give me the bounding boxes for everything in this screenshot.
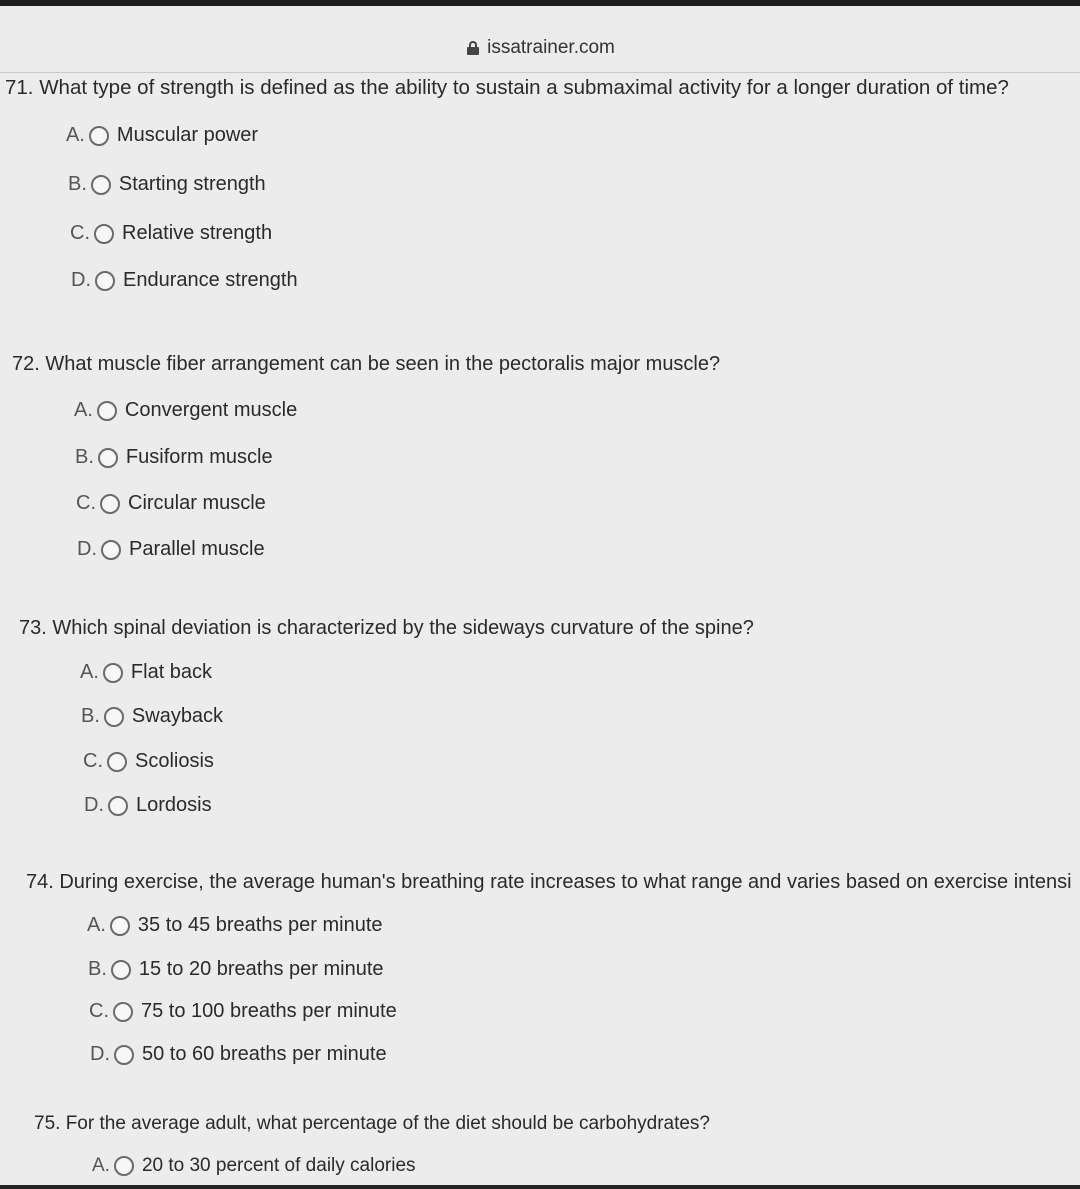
- option-letter: A.: [66, 124, 85, 146]
- radio-button[interactable]: [110, 916, 130, 936]
- radio-button[interactable]: [100, 494, 120, 514]
- option-letter: B.: [75, 446, 94, 468]
- option-letter: A.: [92, 1155, 110, 1176]
- screen-bottom-bezel: [0, 1185, 1080, 1189]
- option-74-b[interactable]: [88, 958, 384, 981]
- option-73-c[interactable]: [83, 750, 214, 773]
- option-label: 50 to 60 breaths per minute: [142, 1043, 387, 1065]
- option-71-d[interactable]: [71, 269, 298, 292]
- question-text: 71. What type of strength is defined as the ability to sustain a submaximal activity for a longer duration of time?: [5, 76, 1009, 99]
- option-label: Starting strength: [118, 173, 266, 195]
- question-text: 73. Which spinal deviation is characterized by the sideways curvature of the spine?: [19, 617, 754, 639]
- radio-button[interactable]: [91, 175, 111, 195]
- option-74-d[interactable]: [90, 1043, 387, 1066]
- radio-button[interactable]: [101, 540, 121, 560]
- option-72-b[interactable]: [75, 446, 273, 469]
- question-75: [34, 1113, 710, 1135]
- option-label: 35 to 45 breaths per minute: [137, 914, 383, 936]
- question-74: [26, 871, 1072, 894]
- option-letter: D.: [90, 1043, 110, 1065]
- option-label: Parallel muscle: [129, 538, 265, 560]
- radio-button[interactable]: [114, 1156, 134, 1176]
- option-label: Lordosis: [136, 794, 212, 816]
- option-letter: A.: [80, 661, 99, 683]
- option-letter: A.: [87, 914, 106, 936]
- option-72-a[interactable]: [74, 399, 297, 422]
- radio-button[interactable]: [113, 1002, 133, 1022]
- option-74-a[interactable]: [87, 914, 383, 937]
- radio-button[interactable]: [111, 960, 131, 980]
- option-label: Circular muscle: [128, 492, 266, 514]
- option-letter: C.: [76, 492, 96, 514]
- radio-button[interactable]: [104, 707, 124, 727]
- question-72: [12, 353, 720, 376]
- option-letter: D.: [77, 538, 97, 560]
- option-label: Relative strength: [122, 222, 273, 244]
- question-text: 74. During exercise, the average human's breathing rate increases to what range and varies based on exercise intensi: [26, 871, 1072, 893]
- url-text: issatrainer.com: [487, 37, 615, 58]
- option-73-b[interactable]: [81, 705, 223, 728]
- radio-button[interactable]: [108, 796, 128, 816]
- option-73-a[interactable]: [80, 661, 212, 684]
- option-letter: B.: [68, 173, 87, 195]
- option-label: Convergent muscle: [124, 399, 298, 421]
- option-label: Endurance strength: [123, 269, 298, 291]
- option-72-c[interactable]: [76, 492, 266, 515]
- option-label: 15 to 20 breaths per minute: [138, 958, 384, 980]
- option-letter: C.: [70, 222, 90, 244]
- option-label: Muscular power: [116, 124, 259, 146]
- option-letter: C.: [89, 1000, 109, 1022]
- radio-button[interactable]: [94, 224, 114, 244]
- question-text: 75. For the average adult, what percentage of the diet should be carbohydrates?: [34, 1113, 711, 1134]
- option-71-a[interactable]: [66, 124, 258, 147]
- question-71: [5, 76, 1009, 100]
- radio-button[interactable]: [98, 448, 118, 468]
- option-letter: B.: [88, 958, 107, 980]
- radio-button[interactable]: [103, 663, 123, 683]
- option-73-d[interactable]: [84, 794, 212, 817]
- radio-button[interactable]: [95, 271, 115, 291]
- screen-top-bezel: [0, 0, 1080, 6]
- question-text: 72. What muscle fiber arrangement can be seen in the pectoralis major muscle?: [12, 353, 721, 375]
- option-71-c[interactable]: [70, 222, 272, 245]
- radio-button[interactable]: [89, 126, 109, 146]
- option-label: 20 to 30 percent of daily calories: [141, 1155, 416, 1176]
- option-75-a[interactable]: [92, 1155, 416, 1177]
- option-label: Swayback: [131, 705, 224, 727]
- option-label: Scoliosis: [135, 750, 214, 772]
- radio-button[interactable]: [114, 1045, 134, 1065]
- option-71-b[interactable]: [68, 173, 266, 196]
- option-74-c[interactable]: [89, 1000, 397, 1023]
- option-label: Fusiform muscle: [125, 446, 273, 468]
- option-letter: B.: [81, 705, 100, 727]
- option-letter: D.: [71, 269, 91, 291]
- radio-button[interactable]: [97, 401, 117, 421]
- radio-button[interactable]: [107, 752, 127, 772]
- option-72-d[interactable]: [77, 538, 265, 561]
- header-divider: [0, 72, 1080, 73]
- option-label: Flat back: [130, 661, 213, 683]
- option-letter: D.: [84, 794, 104, 816]
- lock-icon: [467, 41, 479, 55]
- option-letter: C.: [83, 750, 103, 772]
- option-label: 75 to 100 breaths per minute: [141, 1000, 397, 1022]
- question-73: [19, 617, 754, 640]
- address-bar[interactable]: [0, 28, 1080, 68]
- option-letter: A.: [74, 399, 93, 421]
